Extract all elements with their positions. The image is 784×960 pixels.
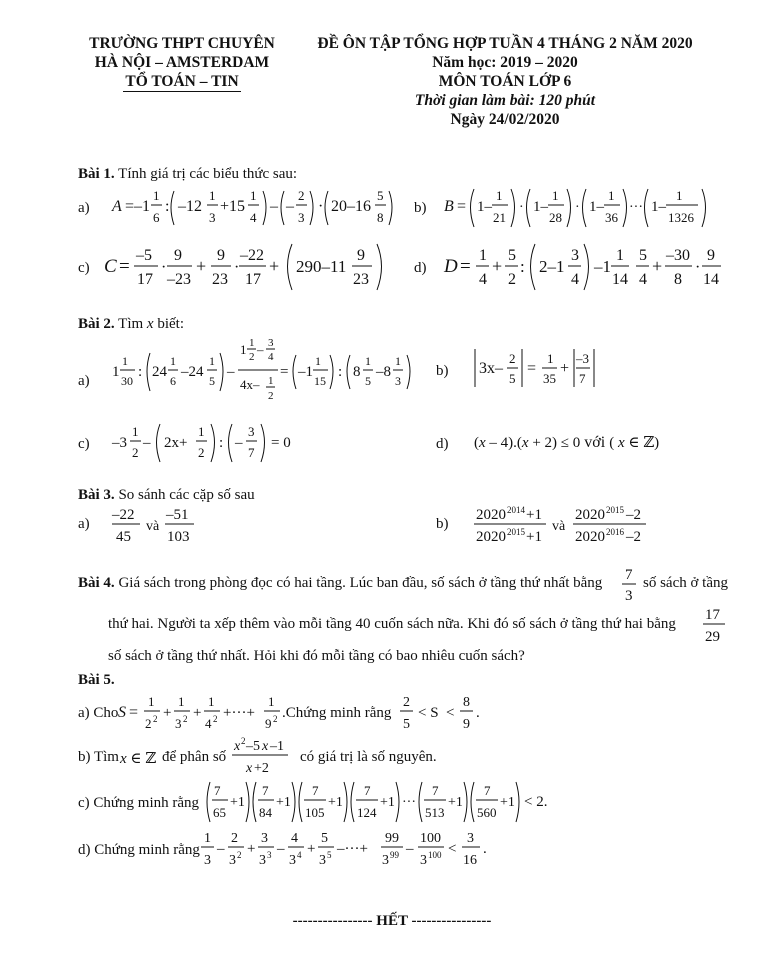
bai4-line1-end: số sách ở tầng: [643, 575, 728, 591]
svg-text:2x+: 2x+: [164, 435, 188, 451]
svg-text:+1: +1: [230, 795, 245, 810]
svg-text:4x–: 4x–: [240, 377, 260, 392]
svg-text:1: 1: [547, 351, 554, 366]
svg-text:D: D: [444, 256, 458, 277]
svg-text:1: 1: [268, 375, 274, 387]
svg-text:3x–: 3x–: [479, 360, 503, 377]
bai3-prompt: So sánh các cặp số sau: [118, 487, 255, 503]
svg-text:28: 28: [549, 210, 562, 225]
svg-text:<: <: [446, 705, 455, 721]
svg-text:+15: +15: [220, 198, 246, 215]
svg-text:+1: +1: [500, 795, 515, 810]
svg-text:1: 1: [616, 247, 624, 264]
svg-text:1: 1: [198, 424, 205, 439]
bai3-expr-a: [108, 503, 208, 547]
svg-text:1–: 1–: [533, 199, 548, 215]
svg-text:< S: < S: [418, 705, 439, 721]
bai1-expr-a: [108, 183, 398, 231]
svg-text:4: 4: [291, 831, 298, 846]
svg-text:–1: –1: [298, 364, 313, 380]
svg-text:17: 17: [137, 271, 153, 288]
svg-text:–8: –8: [376, 364, 391, 380]
svg-text:5: 5: [209, 374, 215, 388]
svg-text:1–: 1–: [477, 199, 492, 215]
svg-text:+: +: [247, 841, 256, 857]
svg-text:2020: 2020: [476, 529, 506, 545]
svg-text::: :: [520, 257, 525, 276]
bai2-heading: Bài 2.: [78, 316, 115, 332]
svg-text:–: –: [257, 342, 264, 357]
svg-text:S: S: [118, 704, 126, 721]
svg-text:–: –: [235, 435, 243, 451]
svg-text:< 2.: < 2.: [524, 794, 548, 810]
svg-text:1–: 1–: [589, 199, 604, 215]
bai1-expr-b: [440, 183, 730, 231]
svg-text:4: 4: [250, 210, 257, 225]
svg-text:+: +: [652, 256, 663, 276]
svg-text:+: +: [560, 360, 570, 377]
svg-text:45: 45: [116, 529, 131, 545]
svg-text:5: 5: [365, 374, 371, 388]
bai5-a-prefix: a) Cho: [78, 705, 119, 721]
svg-text:–30: –30: [666, 247, 690, 264]
svg-text:–23: –23: [167, 271, 191, 288]
svg-text:4: 4: [639, 271, 647, 288]
svg-text:3: 3: [382, 853, 389, 868]
svg-text:+1: +1: [526, 529, 542, 545]
svg-text:=: =: [119, 256, 130, 277]
svg-text:9: 9: [707, 247, 715, 264]
svg-text:14: 14: [612, 271, 628, 288]
svg-text:1: 1: [153, 188, 160, 203]
svg-text:+2: +2: [254, 761, 269, 776]
subject: MÔN TOÁN LỚP 6: [438, 73, 572, 90]
svg-text:·: ·: [575, 200, 580, 215]
bai1-expr-c: [100, 240, 400, 292]
svg-text:1: 1: [365, 354, 371, 368]
svg-text:1: 1: [479, 247, 487, 264]
svg-text:2: 2: [268, 390, 274, 402]
svg-text:2: 2: [198, 445, 205, 460]
bai2-expr-d: (x – 4).(x + 2) ≤ 0 với ( x ∈ ℤ): [474, 434, 660, 451]
svg-text:···: ···: [402, 795, 416, 810]
svg-text:4: 4: [205, 716, 212, 731]
svg-text:và: và: [552, 519, 566, 534]
svg-text::: :: [338, 364, 343, 380]
svg-text:x: x: [262, 739, 269, 754]
svg-text:2: 2: [241, 736, 246, 746]
svg-text:–51: –51: [166, 507, 189, 523]
svg-text:C: C: [104, 256, 117, 277]
svg-text:1: 1: [250, 188, 257, 203]
svg-text:17: 17: [705, 607, 720, 623]
svg-text:5: 5: [377, 188, 384, 203]
svg-text:–···+: –···+: [337, 841, 368, 857]
svg-text:3: 3: [267, 850, 272, 860]
svg-text:+: +: [193, 705, 202, 721]
svg-text:–1: –1: [270, 739, 284, 754]
svg-text:–22: –22: [112, 507, 135, 523]
svg-text:1: 1: [208, 694, 215, 709]
bai2-expr-b: [470, 343, 610, 395]
svg-text:3: 3: [625, 588, 633, 604]
svg-text:+: +: [307, 841, 316, 857]
svg-text:=: =: [280, 364, 289, 380]
svg-text:2020: 2020: [476, 507, 506, 523]
svg-text:1: 1: [676, 188, 683, 203]
svg-text:7: 7: [625, 567, 633, 583]
svg-text:B: B: [444, 198, 454, 215]
bai1-expr-d: [440, 240, 730, 292]
svg-text:7: 7: [364, 783, 371, 798]
svg-text:7: 7: [484, 783, 491, 798]
svg-text:21: 21: [493, 210, 506, 225]
svg-text:3: 3: [209, 210, 216, 225]
svg-text:29: 29: [705, 629, 720, 645]
svg-text:3: 3: [420, 853, 427, 868]
svg-text:–1: –1: [594, 257, 611, 276]
svg-text:2: 2: [153, 714, 158, 724]
bai3-label-a: a): [78, 516, 90, 532]
svg-text:6: 6: [153, 210, 160, 225]
svg-text:3: 3: [289, 853, 296, 868]
bai2-prompt: Tìm: [118, 316, 144, 332]
svg-text:<: <: [448, 841, 457, 857]
bai4-fraction-7-3: [619, 565, 641, 605]
svg-text:1–: 1–: [651, 199, 666, 215]
duration: Thời gian làm bài: 120 phút: [414, 92, 596, 109]
bai1-heading: Bài 1.: [78, 166, 115, 182]
bai3-label-b: b): [436, 516, 449, 532]
svg-text:và: và: [146, 519, 160, 534]
svg-text:4: 4: [268, 351, 274, 363]
svg-text:9: 9: [463, 717, 470, 732]
svg-text:–: –: [143, 435, 151, 451]
svg-text:290–11: 290–11: [296, 257, 347, 276]
svg-text:84: 84: [259, 805, 272, 820]
svg-text:·: ·: [161, 259, 167, 276]
svg-text:36: 36: [605, 210, 618, 225]
svg-text:1: 1: [552, 188, 559, 203]
svg-text:A: A: [112, 198, 122, 215]
svg-text:17: 17: [245, 271, 261, 288]
svg-text:1: 1: [204, 831, 211, 846]
svg-text:7: 7: [312, 783, 319, 798]
svg-text:·: ·: [234, 259, 240, 276]
svg-text:9: 9: [265, 716, 272, 731]
svg-text:.: .: [483, 841, 487, 857]
school-year: Năm học: 2019 – 2020: [432, 54, 578, 71]
bai4-line1: [78, 575, 602, 592]
svg-text:3: 3: [571, 247, 579, 264]
svg-text:–12: –12: [178, 198, 202, 215]
svg-text:23: 23: [212, 271, 228, 288]
svg-text:= 0: = 0: [271, 435, 291, 451]
svg-text:4: 4: [297, 850, 302, 860]
svg-text:–3: –3: [112, 435, 127, 451]
svg-text:1: 1: [132, 424, 139, 439]
bai2-label-d: d): [436, 436, 449, 452]
svg-text:124: 124: [357, 805, 377, 820]
svg-text:.: .: [476, 705, 480, 721]
svg-text:=: =: [457, 198, 467, 215]
svg-text:5: 5: [403, 717, 410, 732]
exam-date: Ngày 24/02/2020: [450, 111, 560, 128]
school-header: [78, 34, 286, 92]
bai5-c-product: [204, 779, 624, 825]
svg-text:+1: +1: [526, 507, 542, 523]
svg-text:103: 103: [167, 529, 190, 545]
svg-text:1: 1: [148, 694, 155, 709]
end-marker: ---------------- HẾT ----------------: [292, 913, 492, 929]
svg-text:2: 2: [145, 716, 152, 731]
svg-text:14: 14: [703, 271, 719, 288]
bai5-heading: Bài 5.: [78, 672, 115, 688]
bai4-line3: số sách ở tầng thứ nhất. Hỏi khi đó mỗi tầng có bao nhiêu cuốn sách?: [108, 648, 525, 664]
exam-header: [300, 34, 710, 129]
bai5-d-sum: [198, 826, 498, 872]
svg-text:=: =: [129, 704, 139, 721]
svg-text:5: 5: [327, 850, 332, 860]
svg-text:1: 1: [209, 188, 216, 203]
bai5-c-prefix: c) Chứng minh rằng: [78, 795, 200, 811]
svg-text:3: 3: [467, 831, 474, 846]
bai4-line1-text: Giá sách trong phòng đọc có hai tầng. Lúc ban đầu, số sách ở tầng thứ nhất bằng: [118, 575, 603, 591]
bai2-d-text: với: [584, 434, 606, 451]
bai5-a-sum: [116, 690, 296, 734]
svg-text:2: 2: [509, 351, 516, 366]
svg-text:9: 9: [217, 247, 225, 264]
svg-text:–22: –22: [240, 247, 264, 264]
svg-text:2: 2: [249, 351, 255, 363]
bai1-label-d: d): [414, 260, 427, 276]
svg-text:x: x: [234, 739, 241, 754]
svg-text::: :: [138, 364, 143, 380]
bai3-heading: Bài 3.: [78, 487, 115, 503]
svg-text:···: ···: [629, 200, 643, 215]
bai5-a-ineq: [398, 690, 498, 734]
bai4-heading: Bài 4.: [78, 575, 115, 591]
svg-text:1: 1: [395, 354, 401, 368]
svg-text:+1: +1: [328, 795, 343, 810]
svg-text:65: 65: [213, 805, 226, 820]
svg-text:9: 9: [174, 247, 182, 264]
svg-text:5: 5: [639, 247, 647, 264]
bai1-prompt: Tính giá trị các biểu thức sau:: [118, 166, 298, 182]
svg-text:x: x: [246, 761, 253, 776]
svg-text:24: 24: [152, 364, 167, 380]
svg-text:2016: 2016: [606, 527, 624, 537]
svg-text:–3: –3: [576, 351, 589, 366]
exam-title: ĐỀ ÔN TẬP TỔNG HỢP TUẦN 4 THÁNG 2 NĂM 2020: [317, 35, 693, 52]
svg-text:1: 1: [178, 694, 185, 709]
svg-text:+···+: +···+: [223, 705, 255, 721]
bai3-expr-b: [470, 503, 670, 547]
svg-text:+: +: [269, 256, 280, 276]
svg-text:20–16: 20–16: [331, 198, 371, 215]
svg-text:1: 1: [496, 188, 503, 203]
svg-text:100: 100: [428, 850, 442, 860]
svg-text:3: 3: [395, 374, 401, 388]
svg-text:3: 3: [261, 831, 268, 846]
svg-text:=–1: =–1: [125, 198, 151, 215]
svg-text:+1: +1: [380, 795, 395, 810]
svg-text:–: –: [270, 198, 278, 215]
svg-text:105: 105: [305, 805, 325, 820]
svg-text:1: 1: [268, 694, 275, 709]
svg-text:2: 2: [132, 445, 139, 460]
svg-text:+: +: [196, 256, 207, 276]
svg-text:–: –: [227, 364, 235, 380]
svg-text:6: 6: [170, 374, 176, 388]
svg-text:2: 2: [213, 714, 218, 724]
svg-text:30: 30: [121, 374, 133, 388]
svg-text:23: 23: [353, 271, 369, 288]
svg-text:4: 4: [479, 271, 487, 288]
svg-text:–: –: [286, 198, 294, 215]
svg-text::: :: [165, 198, 170, 215]
bai2-heading-line: [78, 316, 184, 333]
bai1-heading-line: [78, 166, 297, 183]
svg-text:7: 7: [248, 445, 255, 460]
bai5-b-mid: để phân số: [162, 749, 227, 765]
bai2-expr-a: [108, 333, 428, 411]
svg-text:1: 1: [170, 354, 176, 368]
svg-text:2–1: 2–1: [539, 257, 565, 276]
svg-text:2: 2: [237, 850, 242, 860]
svg-text:–24: –24: [181, 364, 204, 380]
svg-text:99: 99: [390, 850, 399, 860]
svg-text:2: 2: [508, 271, 516, 288]
svg-text:5: 5: [508, 247, 516, 264]
svg-text:1326: 1326: [668, 210, 694, 225]
svg-text:·: ·: [519, 200, 524, 215]
svg-text:560: 560: [477, 805, 497, 820]
svg-text:35: 35: [543, 371, 556, 386]
svg-text:1: 1: [112, 364, 120, 380]
bai2-label-c: c): [78, 436, 90, 452]
svg-text:3: 3: [298, 210, 305, 225]
svg-text:100: 100: [420, 831, 441, 846]
svg-text:–: –: [406, 841, 414, 857]
svg-text:3: 3: [204, 853, 211, 868]
svg-text:1: 1: [608, 188, 615, 203]
svg-text:15: 15: [314, 374, 326, 388]
bai4-fraction-17-29: [700, 604, 730, 646]
svg-text:3: 3: [175, 716, 182, 731]
bai5-d-prefix: d) Chứng minh rằng: [78, 842, 200, 858]
bai2-var: x: [146, 316, 154, 332]
svg-text:·: ·: [695, 259, 701, 276]
svg-text:–5: –5: [246, 739, 260, 754]
svg-text:=: =: [527, 360, 537, 377]
svg-text:2014: 2014: [507, 505, 525, 515]
svg-text:1: 1: [122, 354, 128, 368]
school-name-line2: HÀ NỘI – AMSTERDAM: [94, 54, 270, 71]
svg-text:–: –: [217, 841, 225, 857]
svg-text:2015: 2015: [507, 527, 525, 537]
svg-text:1: 1: [249, 337, 255, 349]
svg-text:1: 1: [240, 342, 247, 357]
svg-text:7: 7: [579, 371, 586, 386]
bai1-label-c: c): [78, 260, 90, 276]
bai5-b-prefix: b) Tìm: [78, 749, 119, 765]
bai1-label-b: b): [414, 200, 427, 216]
svg-text:3: 3: [259, 853, 266, 868]
bai5-b-suffix: có giá trị là số nguyên.: [300, 749, 437, 765]
bai5-a-mid: .Chứng minh rằng: [282, 705, 392, 721]
bai2-suffix: biết:: [157, 316, 185, 332]
svg-text:8: 8: [353, 364, 361, 380]
school-name-line1: TRƯỜNG THPT CHUYÊN: [89, 35, 275, 52]
bai5-b-set: x ∈ ℤ: [120, 751, 157, 767]
svg-text:3: 3: [319, 853, 326, 868]
bai2-label-b: b): [436, 363, 449, 379]
bai1-label-a: a): [78, 200, 90, 216]
svg-text:8: 8: [674, 271, 682, 288]
svg-text:16: 16: [463, 853, 477, 868]
bai2-expr-c: [108, 420, 308, 468]
svg-text:3: 3: [248, 424, 255, 439]
svg-text:+: +: [492, 256, 503, 276]
svg-text:2020: 2020: [575, 507, 605, 523]
svg-text::: :: [219, 435, 224, 451]
svg-text:1: 1: [315, 354, 321, 368]
bai5-b-fraction: [230, 734, 300, 778]
svg-text:–5: –5: [136, 247, 152, 264]
svg-text:–2: –2: [626, 529, 641, 545]
svg-text:2: 2: [231, 831, 238, 846]
svg-text:7: 7: [262, 783, 269, 798]
svg-text:2020: 2020: [575, 529, 605, 545]
svg-text:2015: 2015: [606, 505, 624, 515]
svg-text:–2: –2: [626, 507, 641, 523]
svg-text:+1: +1: [276, 795, 291, 810]
svg-text:=: =: [460, 256, 471, 277]
bai4-line2: thứ hai. Người ta xếp thêm vào mỗi tầng 40 cuốn sách nữa. Khi đó số sách ở tầng thứ hai bằng: [108, 616, 676, 632]
svg-text:2: 2: [273, 714, 278, 724]
svg-text:513: 513: [425, 805, 445, 820]
svg-text:8: 8: [377, 210, 384, 225]
svg-text:99: 99: [385, 831, 399, 846]
svg-text:5: 5: [509, 371, 516, 386]
svg-text:2: 2: [298, 188, 305, 203]
bai2-label-a: a): [78, 373, 90, 389]
svg-text:3: 3: [268, 337, 274, 349]
svg-text:+1: +1: [448, 795, 463, 810]
svg-text:5: 5: [321, 831, 328, 846]
svg-text:4: 4: [571, 271, 579, 288]
bai3-heading-line: [78, 487, 255, 504]
svg-text:7: 7: [432, 783, 439, 798]
department-name: TỔ TOÁN – TIN: [125, 73, 239, 90]
svg-text:2: 2: [183, 714, 188, 724]
svg-text:+: +: [163, 705, 172, 721]
svg-text:1: 1: [209, 354, 215, 368]
svg-text:–: –: [277, 841, 285, 857]
svg-text:2: 2: [403, 695, 410, 710]
svg-text:7: 7: [214, 783, 221, 798]
svg-text:3: 3: [229, 853, 236, 868]
svg-text:·: ·: [318, 198, 324, 215]
svg-text:9: 9: [357, 247, 365, 264]
svg-text:8: 8: [463, 695, 470, 710]
